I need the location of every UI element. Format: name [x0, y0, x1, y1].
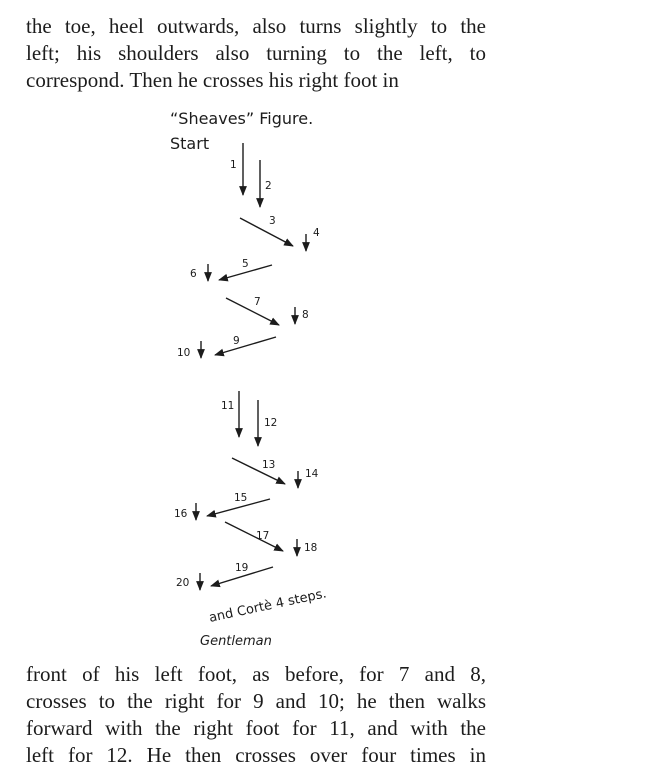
step-16-label: 16 [174, 508, 188, 520]
step-19-label: 19 [235, 562, 249, 574]
step-20-label: 20 [176, 577, 190, 589]
step-4-label: 4 [313, 227, 320, 239]
step-8-label: 8 [302, 309, 309, 321]
text-line: front of his left foot, as before, for 7 and 8, [26, 662, 486, 686]
start-label: Start [170, 134, 210, 153]
step-13-arrow [232, 458, 285, 484]
step-7-label: 7 [254, 296, 261, 308]
step-9-arrow [215, 337, 276, 355]
step-2-label: 2 [265, 180, 272, 192]
text-line: left for 12. He then crosses over four times in [26, 743, 486, 767]
step-7-arrow [226, 298, 279, 325]
step-18-label: 18 [304, 542, 318, 554]
text-line: the toe, heel outwards, also turns slightly to the [26, 14, 486, 38]
step-5-label: 5 [242, 258, 249, 270]
corte-note: and Cortè 4 steps. [207, 586, 328, 626]
text-line: correspond. Then he crosses his right foot in [26, 68, 399, 92]
step-17-label: 17 [256, 530, 270, 542]
step-14-label: 14 [305, 468, 319, 480]
step-3-label: 3 [269, 215, 276, 227]
step-10-label: 10 [177, 347, 191, 359]
step-13-label: 13 [262, 459, 276, 471]
step-6-label: 6 [190, 268, 197, 280]
step-3-arrow [240, 218, 293, 246]
text-line: left; his shoulders also turning to the left, to [26, 41, 486, 65]
step-9-label: 9 [233, 335, 240, 347]
text-line: forward with the right foot for 11, and with the [26, 716, 486, 740]
step-15-label: 15 [234, 492, 248, 504]
step-1-label: 1 [230, 159, 237, 171]
figure-title: “Sheaves” Figure. [170, 109, 314, 128]
step-11-label: 11 [221, 400, 235, 412]
step-17-arrow [225, 522, 283, 551]
step-12-label: 12 [264, 417, 278, 429]
text-line: crosses to the right for 9 and 10; he then walks [26, 689, 486, 713]
paragraph-bottom [26, 661, 486, 769]
figure-caption: Gentleman [200, 634, 272, 649]
